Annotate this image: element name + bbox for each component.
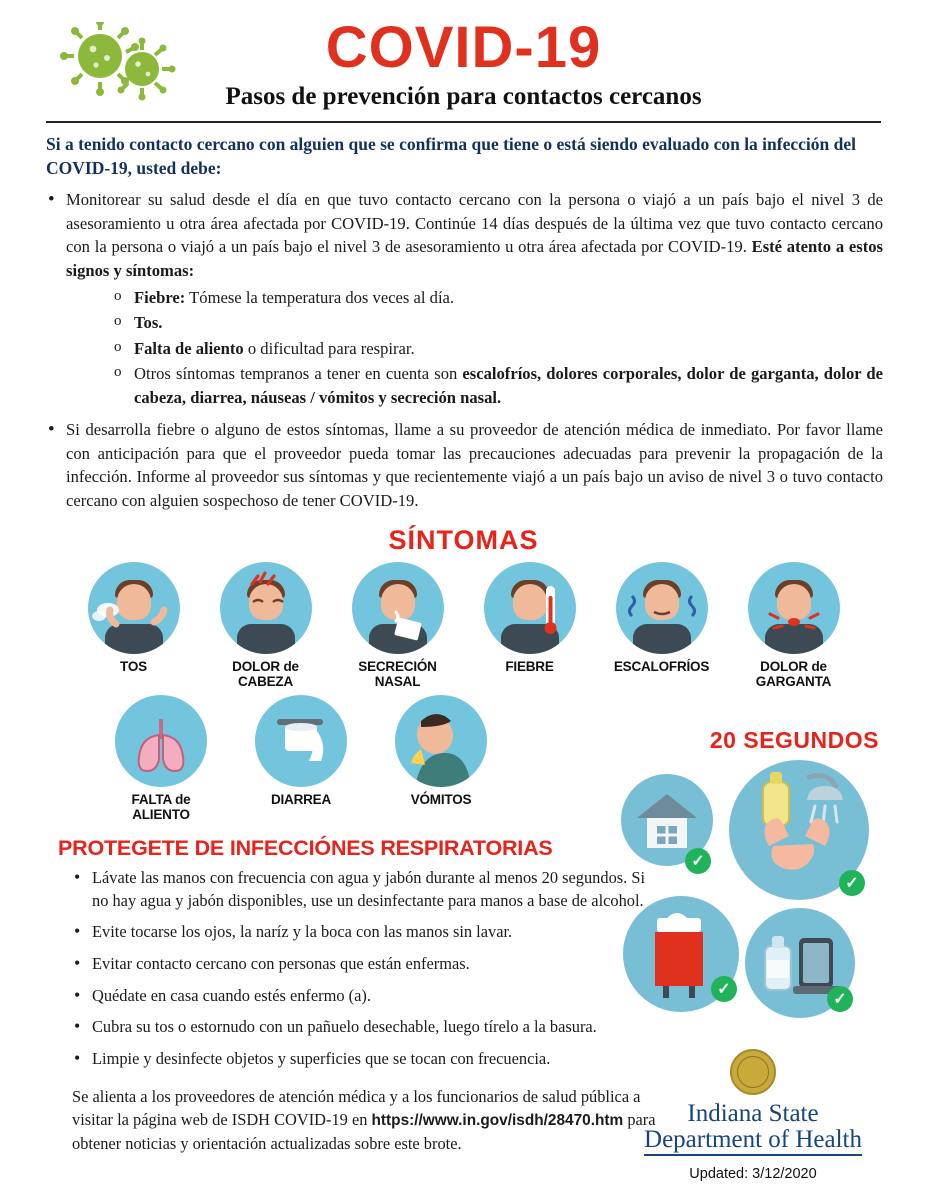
symptom-chills <box>603 562 721 689</box>
symptom-label: TOS <box>120 658 147 674</box>
list-item: • Evitar contacto cercano con personas que están enfermas. <box>74 953 654 976</box>
list-item <box>114 337 883 361</box>
symptom-runny-nose <box>339 562 457 689</box>
protect-heading: PROTEGETE DE INFECCIÓNES RESPIRATORIAS <box>58 836 553 861</box>
symptom-vomiting <box>382 695 500 822</box>
symptom-headache <box>207 562 325 689</box>
intro-text: Si a tenido contacto cercano con alguien que se confirma que tiene o está siendo evaluado con la infección del COVID-19, usted debe: <box>46 134 856 179</box>
protect-section <box>44 867 654 1070</box>
footer-note-text: Se alienta a los proveedores de atención médica y a los funcionarios de salud pública a visitar la página web de ISDH COVID-19 en <box>72 1086 641 1129</box>
symptom-label <box>207 659 325 689</box>
sub-item-bold: Falta de aliento <box>134 338 244 358</box>
symptom-label <box>735 659 853 689</box>
bullet-text: Si desarrolla fiebre o alguno de estos síntomas, llame a su proveedor de atención médica de inmediato. Por favor llame con anticipación para que el proveedor pueda tomar las precauciones adecuadas para prevenir la propagación de la infección. Informe al proveedor sus síntomas y que recientemente viajó a un país bajo un aviso de nivel 3 o tuvo contacto cercano con alguien sospechoso de tener COVID-19. <box>66 420 883 511</box>
fever-thermometer-icon <box>484 562 576 654</box>
list-item: • Evite tocarse los ojos, la naríz y la boca con las manos sin lavar. <box>74 921 654 944</box>
symptom-label-line2: CABEZA <box>237 673 294 689</box>
symptom-label-line2: GARGANTA <box>755 673 832 689</box>
guidance-section <box>44 188 883 512</box>
isdh-link[interactable]: https://www.in.gov/isdh/28470.htm <box>371 1111 624 1129</box>
headache-icon <box>220 562 312 654</box>
document-header <box>44 0 883 120</box>
coronavirus-icon <box>58 22 178 102</box>
check-icon: ✓ <box>839 870 865 896</box>
check-icon: ✓ <box>711 976 737 1002</box>
sub-item-bold: Fiebre: <box>134 287 186 307</box>
agency-name <box>623 1101 883 1157</box>
lungs-icon <box>115 695 207 787</box>
symptom-sub-list <box>66 286 883 410</box>
list-item: • Cubra su tos o estornudo con un pañuelo desechable, luego tírelo a la basura. <box>74 1016 654 1039</box>
agency-footer <box>623 1049 883 1183</box>
sub-item-text: o dificultad para respirar. <box>243 338 415 358</box>
check-icon: ✓ <box>827 986 853 1012</box>
list-item <box>44 418 883 512</box>
symptom-label <box>102 792 220 822</box>
cough-icon <box>88 562 180 654</box>
sub-item-bold: Tos. <box>134 313 163 333</box>
list-item <box>114 362 883 409</box>
symptom-label: VÓMITOS <box>410 791 472 807</box>
page-title: COVID-19 <box>325 15 602 80</box>
symptom-label-line1: SECRECIÓN <box>358 658 437 674</box>
symptom-cough <box>75 562 193 689</box>
sub-item-bold: escalofríos, dolores corporales, dolor de garganta, dolor de cabeza, diarrea, náuseas / vómitos y secreción nasal. <box>134 364 884 407</box>
page-subtitle: Pasos de prevención para contactos cercanos <box>225 82 702 110</box>
symptom-label-line1: DOLOR de <box>232 658 299 674</box>
runny-nose-icon <box>352 562 444 654</box>
list-item: • Lávate las manos con frecuencia con agua y jabón durante al menos 20 segundos. Si no hay agua y jabón disponibles, use un desinfectante para manos a base de alcohol. <box>74 867 654 912</box>
symptom-fever <box>471 562 589 689</box>
symptom-label <box>339 659 457 689</box>
agency-name-line2: Department of Health <box>644 1127 862 1156</box>
state-seal-icon <box>730 1049 776 1095</box>
check-icon: ✓ <box>685 848 711 874</box>
footer-note-text-tail: para obtener noticias y orientación actualizadas sobre este brote. <box>72 1109 656 1153</box>
symptom-label-line1: FALTA de <box>131 791 191 807</box>
bullet-text-bold: Esté atento a estos signos y síntomas: <box>66 237 883 280</box>
list-item: • Quédate en casa cuando estés enfermo (a). <box>74 985 654 1008</box>
symptoms-row-1 <box>44 562 883 689</box>
symptom-label: FIEBRE <box>505 658 554 674</box>
sore-throat-icon <box>748 562 840 654</box>
bullet-text: Monitorear su salud desde el día en que tuvo contacto cercano con la persona o viajó a un país bajo el nivel 3 de asesoramiento u otra área afectada por COVID-19. Continúe 14 días después de la última vez que tuvo contacto cercano con la persona o viajó a un país bajo el nivel 3 de asesoramiento u otra área afectada por COVID-19. <box>66 190 883 257</box>
symptoms-heading: SÍNTOMAS <box>388 524 539 555</box>
symptom-shortness-of-breath <box>102 695 220 822</box>
toilet-paper-icon <box>255 695 347 787</box>
symptom-label: DIARREA <box>270 791 332 807</box>
list-item <box>114 286 883 310</box>
list-item <box>114 311 883 335</box>
list-item <box>44 188 883 409</box>
chills-icon <box>616 562 708 654</box>
sub-item-text: Otros síntomas tempranos a tener en cuenta son <box>134 364 463 384</box>
hygiene-graphic <box>617 760 887 1025</box>
vomiting-icon <box>395 695 487 787</box>
footer-note <box>72 1085 672 1155</box>
hygiene-heading: 20 SEGUNDOS <box>709 727 879 753</box>
list-item: • Limpie y desinfecte objetos y superficies que se tocan con frecuencia. <box>74 1048 654 1071</box>
symptom-label-line2: NASAL <box>374 673 421 689</box>
header-divider <box>46 121 881 123</box>
symptom-label-line1: DOLOR de <box>760 658 827 674</box>
symptom-label: ESCALOFRÍOS <box>613 658 710 674</box>
symptom-sore-throat <box>735 562 853 689</box>
symptom-diarrhea <box>242 695 360 822</box>
symptom-label-line2: ALIENTO <box>132 806 190 822</box>
sub-item-text: Tómese la temperatura dos veces al día. <box>185 287 455 307</box>
agency-name-line1: Indiana State <box>687 1099 819 1127</box>
updated-date: Updated: 3/12/2020 <box>689 1166 817 1182</box>
